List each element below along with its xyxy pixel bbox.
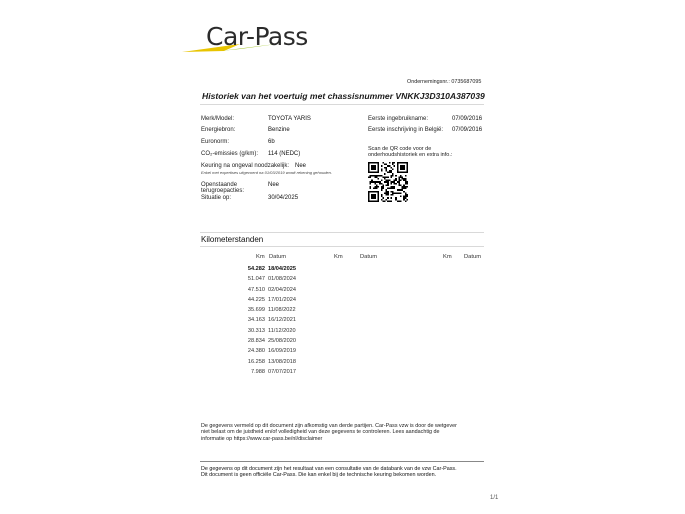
mileage-title-divider (200, 246, 484, 247)
first-registration-label: Eerste inschrijving in België: (368, 127, 444, 133)
mileage-row-km: 47.510 (247, 286, 265, 293)
disclaimer-text (201, 423, 491, 442)
logo-text: Car-Pass (206, 22, 308, 51)
make-model-value: TOYOTA YARIS (268, 116, 311, 122)
mileage-row-date: 11/08/2022 (268, 307, 296, 314)
mileage-row-date: 18/04/2025 (268, 266, 296, 272)
co2-label: CO₂-emissies (g/km): (201, 151, 258, 157)
mileage-row-date: 17/01/2024 (268, 296, 296, 303)
date-header-3: Datum (464, 254, 482, 260)
footer-line-2: Dit document is geen officiële Car-Pass. Die kan enkel bij de technische keuring bekomen worden. (201, 472, 437, 479)
mileage-row-date: 01/08/2024 (268, 276, 296, 283)
mileage-row-date: 11/12/2020 (268, 327, 296, 334)
recalls-label-1: Openstaande (201, 182, 238, 188)
qr-instruction-1: Scan de QR code voor de (368, 146, 432, 152)
inspection-value: Nee (295, 163, 307, 169)
mileage-row-date: 02/04/2024 (268, 286, 296, 293)
disclaimer-line-3: informatie op https://www.car-pass.be/nl/disclaimer (201, 435, 323, 442)
qr-instruction-2: onderhoudshistoriek en extra info.: (368, 152, 453, 158)
qr-code-icon (368, 162, 408, 202)
first-use-value: 07/09/2016 (452, 116, 483, 122)
mileage-row-date: 07/07/2017 (268, 368, 296, 375)
mileage-row-km: 28.834 (247, 338, 265, 345)
mileage-row-date: 16/12/2021 (268, 317, 296, 324)
mileage-row-km: 54.282 (247, 266, 265, 272)
mileage-row-km: 44.225 (247, 296, 265, 303)
mileage-section-title: Kilometerstanden (201, 235, 264, 244)
footer-divider (200, 461, 484, 462)
page-title: Historiek van het voertuig met chassisnummer VNKKJ3D310A387039 (202, 91, 485, 101)
mileage-top-divider (200, 232, 484, 233)
mileage-row-km: 16.258 (247, 358, 265, 365)
mileage-row-km: 30.313 (247, 327, 265, 334)
disclaimer-line-1: De gegevens vermeld op dit document zijn afkomstig van derde partijen. Car-Pass vzw is door de wetgever (201, 423, 457, 429)
situation-label: Situatie op: (201, 195, 232, 201)
footer-text (201, 466, 491, 479)
euronorm-label: Euronorm: (201, 139, 230, 145)
page-number: 1/1 (490, 495, 499, 501)
date-header-1: Datum (269, 254, 287, 260)
km-dates-column (268, 264, 318, 377)
km-header-1: Km (256, 254, 265, 260)
km-header-2: Km (334, 254, 343, 260)
km-header-3: Km (443, 254, 452, 260)
situation-value: 30/04/2025 (268, 195, 299, 201)
mileage-row-date: 25/08/2020 (268, 338, 296, 345)
fuel-value: Benzine (268, 127, 290, 133)
inspection-label: Keuring na ongeval noodzakelijk: (201, 163, 290, 169)
mileage-row-km: 35.699 (247, 307, 265, 314)
first-use-label: Eerste ingebruikname: (368, 116, 429, 122)
km-values-column (208, 264, 265, 377)
euronorm-value: 6b (268, 139, 275, 145)
qr-code[interactable] (368, 162, 408, 202)
recalls-label-2: terugroepacties: (201, 188, 245, 194)
mileage-row-km: 34.163 (247, 317, 265, 324)
recalls-value: Nee (268, 182, 280, 188)
first-registration-value: 07/09/2016 (452, 127, 483, 133)
mileage-row-date: 13/08/2018 (268, 358, 296, 365)
mileage-row-km: 7.988 (251, 368, 265, 375)
title-divider (200, 104, 484, 105)
date-header-2: Datum (360, 254, 378, 260)
co2-value: 114 (NEDC) (268, 151, 301, 157)
footer-line-1: De gegevens op dit document zijn het resultaat van een consultatie van de databank van de vzw Car-Pass. (201, 466, 457, 472)
mileage-row-km: 24.380 (247, 348, 265, 355)
inspection-note: Enkel met expertises uitgevoerd na 01/03/2019 wordt rekening gehouden. (201, 170, 332, 175)
mileage-row-date: 16/09/2019 (268, 348, 296, 355)
make-model-label: Merk/Model: (201, 116, 235, 122)
mileage-row-km: 51.047 (247, 276, 265, 283)
fuel-label: Energiebron: (201, 127, 236, 133)
disclaimer-line-2: niet belast om de juistheid en/of volledigheid van deze gegevens te controleren. Lees aandachtig de (201, 429, 440, 436)
company-number: Ondernemingsnr.: 0735687095 (407, 79, 482, 85)
